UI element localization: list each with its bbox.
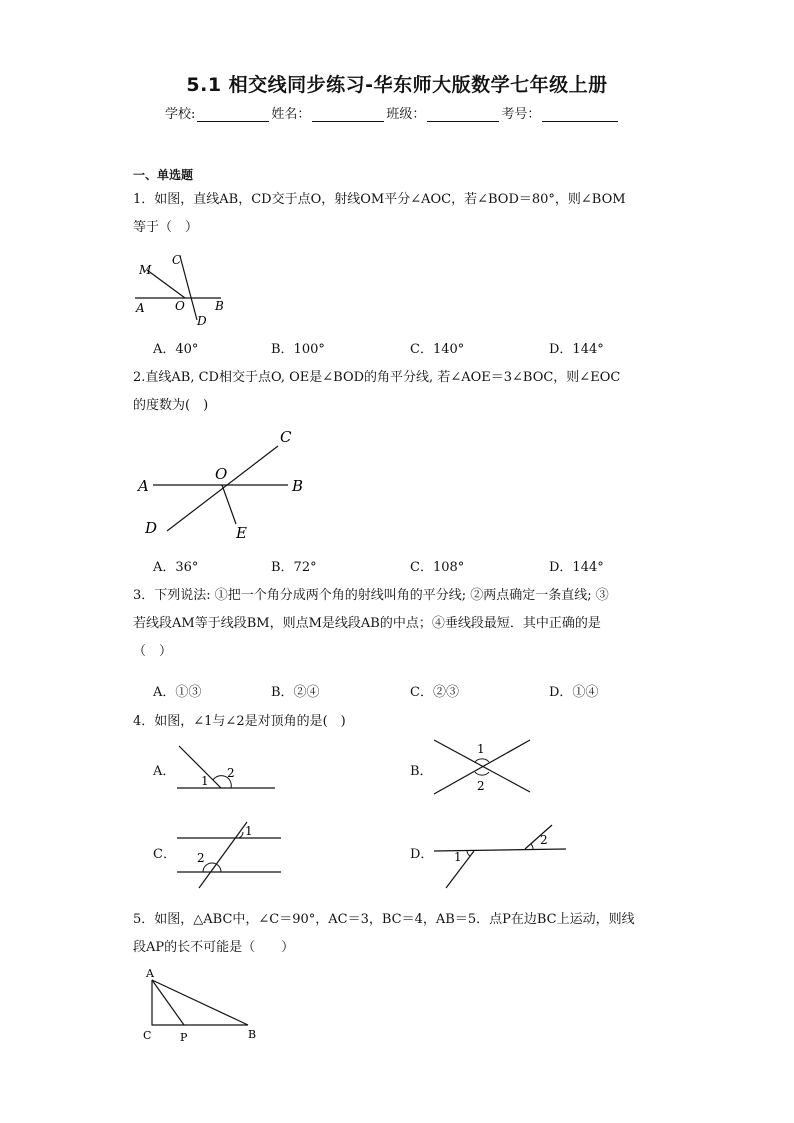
q5-label-p: P — [180, 1031, 188, 1043]
q5-label-a: A — [146, 967, 154, 980]
q1-label-o: O — [175, 299, 185, 313]
question-1-line-1: 1．如图，直线AB，CD交于点O，射线OM平分∠AOC，若∠BOD＝80°，则∠BOM — [133, 192, 626, 207]
q4-figure-b — [430, 736, 535, 798]
q1-label-b: B — [215, 299, 224, 313]
section-title: 一、单选题 — [133, 168, 194, 182]
q4c-angle-1-label: 1 — [245, 824, 253, 838]
q1-option-b[interactable]: B．100° — [271, 342, 325, 357]
q4c-angle-2-label: 2 — [197, 851, 205, 865]
question-3-line-2: 若线段AM等于线段BM，则点M是线段AB的中点；④垂线段最短．其中正确的是 — [133, 616, 601, 631]
school-label: 学校: — [165, 107, 196, 122]
question-3-line-3: （ ） — [133, 644, 173, 659]
q4b-angle-2-label: 2 — [477, 779, 485, 793]
q1-option-a[interactable]: A．40° — [153, 342, 199, 357]
question-2-figure — [133, 424, 313, 544]
q2-option-c[interactable]: C．108° — [410, 560, 465, 575]
class-label: 班级： — [386, 107, 426, 122]
question-2-line-2: 的度数为( ) — [133, 398, 209, 413]
q4-option-a[interactable]: A． — [153, 764, 176, 779]
q3-option-b[interactable]: B．②④ — [271, 685, 320, 700]
question-1-line-2: 等于（ ） — [133, 220, 199, 235]
question-4-line-1: 4．如图，∠1与∠2是对顶角的是( ) — [133, 714, 346, 729]
class-blank — [427, 108, 499, 122]
q4-option-c[interactable]: C． — [153, 847, 176, 862]
q4-figure-c — [173, 818, 283, 890]
exam-number-blank — [542, 108, 618, 122]
q4d-angle-2-label: 2 — [540, 833, 548, 847]
question-5-line-1: 5．如图，△ABC中，∠C＝90°，AC＝3，BC＝4，AB＝5．点P在边BC上运动，则线 — [133, 912, 635, 927]
name-blank — [312, 108, 384, 122]
question-5-text — [133, 906, 663, 962]
q4b-angle-1-label: 1 — [477, 742, 485, 756]
question-3-text — [133, 582, 663, 666]
q2-label-d: D — [145, 519, 158, 537]
q4-figure-a — [173, 740, 278, 792]
question-5-line-2: 段AP的长不可能是（ ） — [133, 940, 295, 955]
q4a-angle-1-label: 1 — [201, 774, 209, 788]
question-3-line-1: 3．下列说法: ①把一个角分成两个角的射线叫角的平分线; ②两点确定一条直线; ③ — [133, 588, 609, 603]
q4d-angle-1-label: 1 — [454, 850, 462, 864]
q2-label-a: A — [138, 477, 149, 495]
question-2-text — [133, 364, 663, 420]
name-label: 姓名： — [271, 107, 311, 122]
q1-option-d[interactable]: D．144° — [549, 342, 604, 357]
q1-label-c: C — [172, 253, 182, 267]
q2-label-e: E — [236, 524, 247, 542]
question-2-line-1: 2.直线AB, CD相交于点O, OE是∠BOD的角平分线, 若∠AOE＝3∠BOC，则∠EOC — [133, 370, 621, 385]
q2-label-o: O — [215, 465, 228, 483]
q5-label-b: B — [248, 1028, 257, 1041]
q4-option-b[interactable]: B． — [410, 764, 433, 779]
q5-label-c: C — [143, 1029, 152, 1042]
question-1-text — [133, 186, 663, 242]
q1-label-m: M — [139, 263, 152, 277]
q4-option-d[interactable]: D． — [410, 847, 434, 862]
question-1-figure — [133, 248, 233, 330]
q1-option-c[interactable]: C．140° — [410, 342, 465, 357]
q4-figure-d — [430, 824, 570, 890]
q2-option-b[interactable]: B．72° — [271, 560, 317, 575]
q2-label-b: B — [292, 477, 304, 495]
page-title: 5.1 相交线同步练习-华东师大版数学七年级上册 — [186, 74, 608, 96]
q3-option-c[interactable]: C．②③ — [410, 685, 459, 700]
q2-option-d[interactable]: D．144° — [549, 560, 604, 575]
question-5-figure — [140, 965, 270, 1043]
q2-option-a[interactable]: A．36° — [153, 560, 199, 575]
q4a-angle-2-label: 2 — [227, 766, 235, 780]
school-blank — [197, 108, 269, 122]
question-4-text — [133, 708, 663, 736]
q3-option-a[interactable]: A．①③ — [153, 685, 202, 700]
q3-option-d[interactable]: D．①④ — [549, 685, 599, 700]
q1-label-d: D — [197, 314, 207, 328]
exam-number-label: 考号： — [501, 107, 541, 122]
q1-label-a: A — [136, 301, 145, 315]
q2-label-c: C — [280, 428, 292, 446]
student-info-row — [165, 103, 620, 122]
